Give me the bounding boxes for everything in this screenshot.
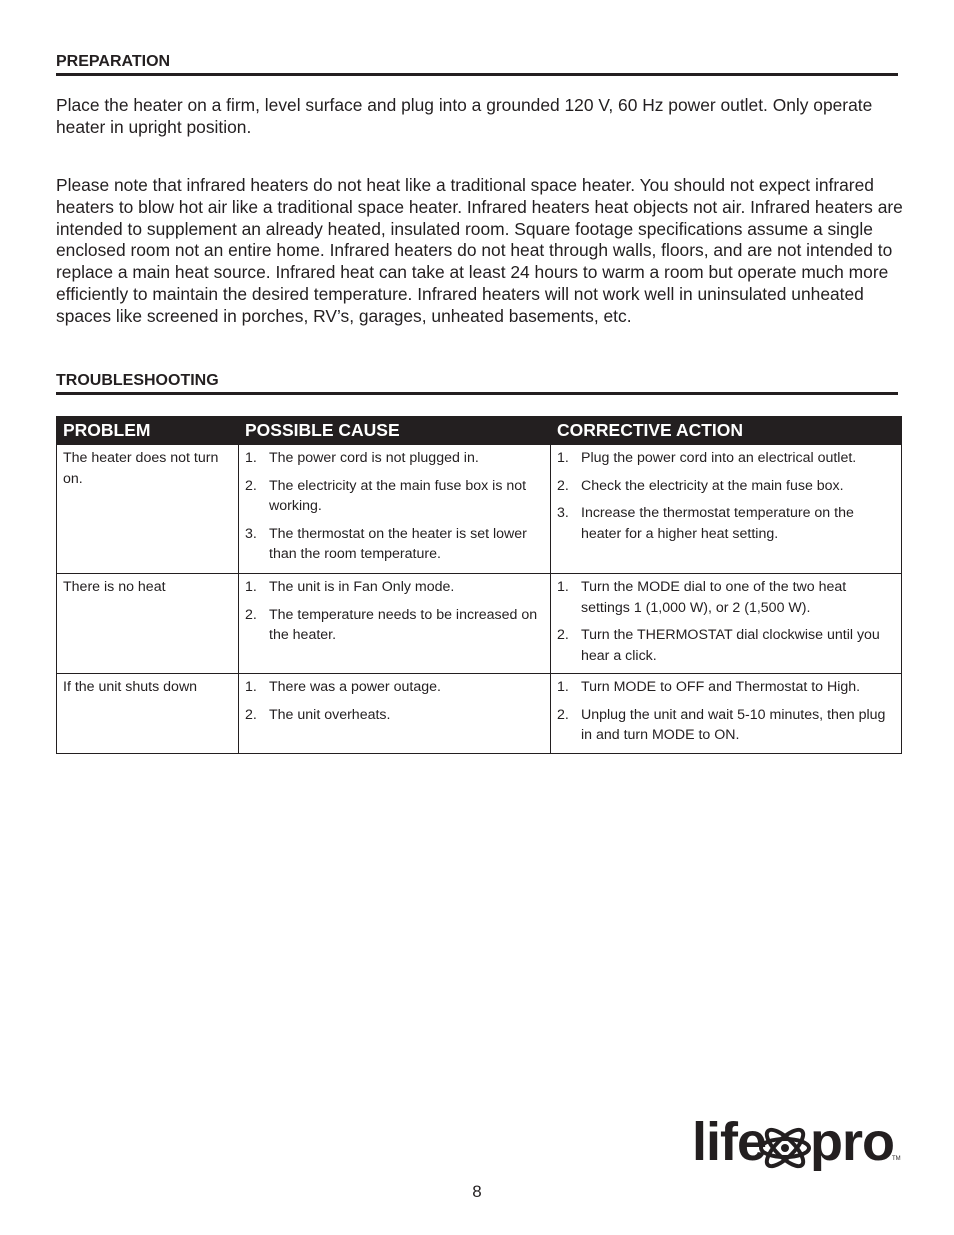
troubleshooting-table xyxy=(56,416,902,754)
list-text: The electricity at the main fuse box is not working. xyxy=(269,477,527,514)
list-text: Plug the power cord into an electrical outlet. xyxy=(581,450,857,466)
problem-cell: If the unit shuts down xyxy=(57,674,239,754)
list-text: The unit overheats. xyxy=(269,706,391,723)
action-cell xyxy=(551,574,902,674)
table-header-row xyxy=(57,417,902,445)
list-text: There was a power outage. xyxy=(269,679,441,695)
atom-icon xyxy=(758,1118,812,1178)
cause-cell xyxy=(239,445,551,574)
table-row xyxy=(57,574,902,674)
action-list xyxy=(557,448,895,544)
list-number: 2. xyxy=(557,477,569,494)
list-number: 1. xyxy=(557,679,569,695)
action-cell xyxy=(551,445,902,574)
problem-cell: The heater does not turn on. xyxy=(57,445,239,574)
list-item xyxy=(245,577,544,598)
problem-cell: There is no heat xyxy=(57,574,239,674)
logo-text-life: life xyxy=(692,1112,767,1172)
list-number: 2. xyxy=(557,706,569,723)
list-item xyxy=(245,448,544,469)
preparation-paragraph-2: Please note that infrared heaters do not heat like a traditional space heater. You should not expect infrared heaters to blow hot air like a traditional space heater. Infrared heaters heat objects not air. Infrared heaters are intended to supplement an already heated, insulated room. Square footage specifications assume a single enclosed room not an entire home. Infrared heaters do not heat through walls, floors, and are not intended to replace a main heat source. Infrared heat can take at least 24 hours to warm a room but operate much more efficiently to maintain the desired temperature. Infrared heaters will not work well in uninsulated unheated spaces like screened in porches, RV’s, garages, unheated basements, etc. xyxy=(56,175,903,326)
cause-list xyxy=(245,448,544,565)
list-item xyxy=(557,503,895,544)
list-item xyxy=(245,677,544,698)
cause-cell xyxy=(239,574,551,674)
list-item xyxy=(557,577,895,618)
list-number: 2. xyxy=(557,627,569,643)
trademark-mark: TM xyxy=(892,1156,901,1162)
action-cell xyxy=(551,674,902,754)
preparation-heading: PREPARATION xyxy=(56,52,898,76)
table-row xyxy=(57,445,902,574)
cause-list xyxy=(245,577,544,646)
logo-text-pro: pro xyxy=(810,1112,894,1172)
list-number: 1. xyxy=(557,450,569,466)
list-item xyxy=(557,625,895,666)
list-item xyxy=(557,476,895,497)
list-text: Check the electricity at the main fuse box. xyxy=(581,477,844,494)
list-text: The power cord is not plugged in. xyxy=(269,450,479,466)
lifepro-logo xyxy=(692,1112,902,1184)
list-text: The unit is in Fan Only mode. xyxy=(269,579,455,595)
list-number: 3. xyxy=(557,505,569,521)
cause-list xyxy=(245,677,544,725)
list-number: 1. xyxy=(245,450,257,466)
list-item xyxy=(557,448,895,469)
page-number: 8 xyxy=(472,1182,482,1201)
action-list xyxy=(557,677,895,746)
troubleshooting-heading: TROUBLESHOOTING xyxy=(56,371,898,395)
list-item xyxy=(245,705,544,726)
list-number: 1. xyxy=(245,679,257,695)
action-list xyxy=(557,577,895,666)
list-number: 2. xyxy=(245,706,257,723)
list-item xyxy=(557,705,895,746)
list-text: The thermostat on the heater is set lower than the room temperature. xyxy=(269,525,527,562)
column-header-problem: PROBLEM xyxy=(57,417,239,445)
column-header-possible-cause: POSSIBLE CAUSE xyxy=(239,417,551,445)
cause-cell xyxy=(239,674,551,754)
list-text: The temperature needs to be increased on the heater. xyxy=(269,606,538,643)
list-item xyxy=(245,605,544,646)
list-text: Unplug the unit and wait 5-10 minutes, then plug in and turn MODE to ON. xyxy=(581,706,886,743)
list-number: 1. xyxy=(245,579,257,595)
list-number: 1. xyxy=(557,579,569,595)
table-row xyxy=(57,674,902,754)
list-item xyxy=(557,677,895,698)
list-text: Increase the thermostat temperature on the heater for a higher heat setting. xyxy=(581,505,854,542)
preparation-paragraph-1: Place the heater on a firm, level surface and plug into a grounded 120 V, 60 Hz power outlet. Only operate heater in upright position. xyxy=(56,95,873,137)
column-header-corrective-action: CORRECTIVE ACTION xyxy=(551,417,902,445)
list-number: 2. xyxy=(245,477,257,494)
list-text: Turn the MODE dial to one of the two heat settings 1 (1,000 W), or 2 (1,500 W). xyxy=(581,579,847,616)
list-item xyxy=(245,476,544,517)
list-number: 2. xyxy=(245,606,257,623)
list-number: 3. xyxy=(245,525,257,542)
list-text: Turn the THERMOSTAT dial clockwise until you hear a click. xyxy=(581,627,880,664)
list-item xyxy=(245,524,544,565)
list-text: Turn MODE to OFF and Thermostat to High. xyxy=(581,679,861,695)
